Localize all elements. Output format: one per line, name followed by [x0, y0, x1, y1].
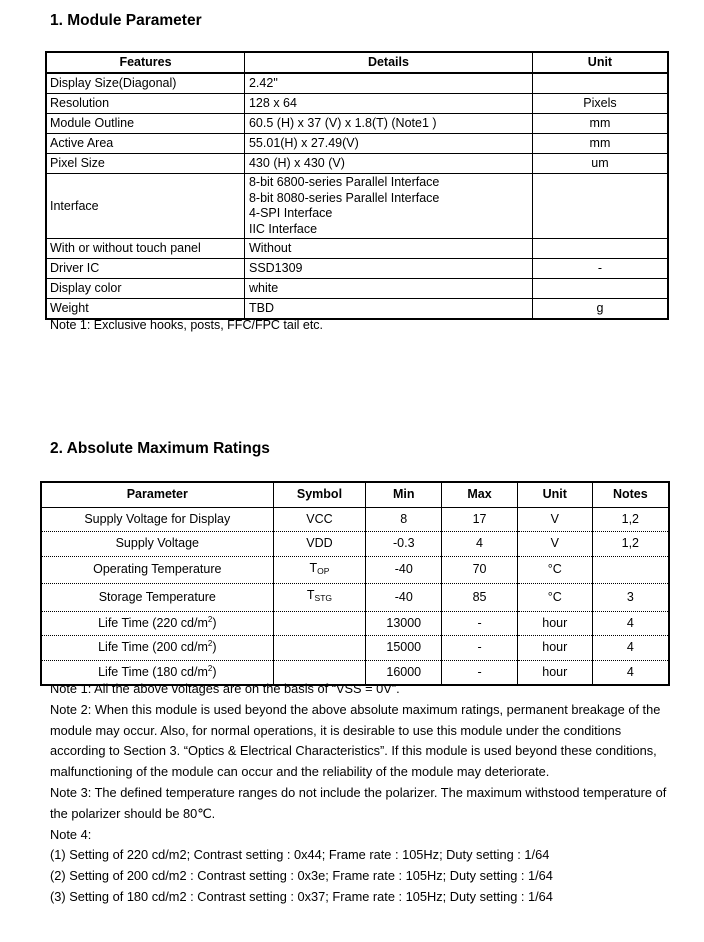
parameter-cell: [41, 636, 273, 661]
details-line: 55.01(H) x 27.49(V): [248, 136, 359, 150]
min-cell: 15000: [366, 636, 442, 661]
column-header-unit: Unit: [532, 52, 668, 73]
parameter-cell: [41, 507, 273, 532]
ratings-notes: [50, 679, 670, 908]
unit-cell: mm: [532, 134, 668, 154]
symbol-cell: [273, 556, 366, 584]
table-row: [46, 259, 668, 279]
min-cell: -40: [366, 584, 442, 612]
note-paragraph: Note 2: When this module is used beyond the above absolute maximum ratings, permanent breakage of the module may occur. Also, for normal operations, it is desirable to use this module under the conditions according to Section 3. “Optics & Electrical Characteristics”. If this module is used beyond these conditions, malfunctioning of the module can occur and the reliability of the module may deteriorate.: [50, 701, 661, 780]
column-header-details: Details: [244, 52, 532, 73]
parameter-cell: [41, 532, 273, 557]
symbol-subscript: STG: [314, 593, 333, 603]
column-header-min: Min: [366, 482, 442, 507]
parameter-text: Storage Temperature: [98, 589, 216, 604]
parameter-superscript: 2: [207, 663, 213, 673]
parameter-cell: [41, 556, 273, 584]
feature-cell: Display color: [46, 279, 244, 299]
unit-cell: [532, 73, 668, 94]
parameter-cell: [41, 584, 273, 612]
column-header-parameter: Parameter: [41, 482, 273, 507]
details-cell: [244, 174, 532, 239]
table-row: [46, 94, 668, 114]
details-line: white: [248, 281, 279, 295]
details-line: SSD1309: [248, 261, 303, 275]
symbol-text: T: [306, 588, 315, 602]
parameter-text-end: ): [212, 664, 217, 679]
min-cell: -0.3: [366, 532, 442, 557]
notes-cell: [592, 556, 669, 584]
unit-cell: Pixels: [532, 94, 668, 114]
details-line: 128 x 64: [248, 96, 297, 110]
details-cell: [244, 299, 532, 320]
module-parameter-heading: 1. Module Parameter: [50, 12, 202, 29]
max-cell: 17: [442, 507, 518, 532]
feature-cell: With or without touch panel: [46, 239, 244, 259]
max-cell: 4: [442, 532, 518, 557]
note-paragraph: (2) Setting of 200 cd/m2 : Contrast setting : 0x3e; Frame rate : 105Hz; Duty setting : 1/64: [50, 868, 553, 884]
parameter-text: Supply Voltage for Display: [84, 511, 231, 526]
unit-cell: °C: [517, 556, 592, 584]
table-row: [41, 636, 669, 661]
details-line: IIC Interface: [248, 221, 318, 236]
notes-cell: 4: [592, 611, 669, 636]
max-cell: 70: [442, 556, 518, 584]
table-row: [41, 556, 669, 584]
unit-cell: hour: [517, 660, 592, 685]
unit-cell: hour: [517, 636, 592, 661]
parameter-text-end: ): [212, 640, 217, 654]
unit-cell: V: [517, 507, 592, 532]
details-cell: [244, 154, 532, 174]
details-line: 430 (H) x 430 (V): [248, 156, 345, 170]
feature-cell: Display Size(Diagonal): [46, 73, 244, 94]
note-paragraph: (3) Setting of 180 cd/m2 : Contrast setting : 0x37; Frame rate : 105Hz; Duty setting : 1/64: [50, 888, 553, 904]
unit-cell: °C: [517, 584, 592, 612]
parameter-text: Life Time (180 cd/m: [98, 664, 208, 679]
unit-cell: um: [532, 154, 668, 174]
details-line: 4-SPI Interface: [248, 206, 333, 220]
max-cell: -: [442, 611, 518, 636]
details-line: 2.42": [248, 76, 278, 90]
details-cell: [244, 279, 532, 299]
parameter-text: Operating Temperature: [93, 562, 222, 576]
column-header-notes: Notes: [592, 482, 669, 507]
table-row: [46, 299, 668, 320]
details-cell: [244, 114, 532, 134]
unit-cell: V: [517, 532, 592, 557]
symbol-text: T: [309, 560, 318, 575]
table-row: [46, 239, 668, 259]
note-paragraph: Note 1: All the above voltages are on the basis of “VSS = 0V”.: [50, 681, 400, 696]
unit-cell: [532, 279, 668, 299]
parameter-text: Life Time (220 cd/m: [98, 615, 208, 630]
symbol-subscript: OP: [317, 565, 330, 576]
absolute-maximum-ratings-heading: 2. Absolute Maximum Ratings: [50, 440, 270, 457]
symbol-cell: [273, 507, 366, 532]
parameter-text: Supply Voltage: [115, 536, 199, 550]
table-row: [46, 134, 668, 154]
note-paragraph: (1) Setting of 220 cd/m2; Contrast setting : 0x44; Frame rate : 105Hz; Duty setting : 1/64: [50, 847, 550, 863]
notes-cell: 4: [592, 636, 669, 661]
details-line: 8-bit 6800-series Parallel Interface: [248, 175, 440, 189]
details-cell: [244, 239, 532, 259]
max-cell: 85: [442, 584, 518, 612]
table-row: [41, 611, 669, 636]
symbol-cell: [273, 636, 366, 661]
notes-cell: 1,2: [592, 507, 669, 532]
details-line: TBD: [248, 301, 274, 315]
feature-cell: Pixel Size: [46, 154, 244, 174]
table-row: [41, 507, 669, 532]
unit-cell: -: [532, 259, 668, 279]
parameter-text: Life Time (200 cd/m: [98, 640, 208, 654]
symbol-cell: [273, 584, 366, 612]
unit-cell: hour: [517, 611, 592, 636]
table-row: [41, 584, 669, 612]
details-cell: [244, 259, 532, 279]
symbol-text: VCC: [306, 511, 333, 526]
notes-cell: 1,2: [592, 532, 669, 557]
parameter-superscript: 2: [207, 639, 213, 648]
symbol-text: VDD: [306, 536, 333, 550]
min-cell: 8: [366, 507, 442, 532]
table-row: [41, 532, 669, 557]
symbol-cell: [273, 532, 366, 557]
details-line: 8-bit 8080-series Parallel Interface: [248, 190, 440, 205]
details-cell: [244, 94, 532, 114]
min-cell: 13000: [366, 611, 442, 636]
min-cell: 16000: [366, 660, 442, 685]
notes-cell: 4: [592, 660, 669, 685]
parameter-cell: [41, 611, 273, 636]
module-parameter-note: Note 1: Exclusive hooks, posts, FFC/FPC tail etc.: [50, 318, 324, 332]
notes-cell: 3: [592, 584, 669, 612]
note-paragraph: Note 3: The defined temperature ranges do not include the polarizer. The maximum withstood temperature of the polarizer should be 80℃.: [50, 784, 667, 821]
unit-cell: mm: [532, 114, 668, 134]
feature-cell: Active Area: [46, 134, 244, 154]
table-header-row: [41, 482, 669, 507]
max-cell: -: [442, 660, 518, 685]
feature-cell: Weight: [46, 299, 244, 320]
column-header-unit: Unit: [517, 482, 592, 507]
symbol-cell: [273, 611, 366, 636]
absolute-maximum-ratings-table: [40, 481, 670, 686]
feature-cell: Interface: [46, 174, 244, 239]
table-row: [46, 73, 668, 94]
column-header-features: Features: [46, 52, 244, 73]
note-paragraph: Note 4:: [50, 826, 92, 842]
details-line: Without: [248, 241, 292, 255]
table-row: [46, 154, 668, 174]
module-parameter-table: [45, 51, 669, 320]
details-cell: [244, 73, 532, 94]
parameter-superscript: 2: [207, 614, 213, 624]
unit-cell: g: [532, 299, 668, 320]
parameter-text-end: ): [212, 615, 217, 630]
feature-cell: Resolution: [46, 94, 244, 114]
table-header-row: [46, 52, 668, 73]
feature-cell: Module Outline: [46, 114, 244, 134]
table-row: [46, 279, 668, 299]
column-header-max: Max: [442, 482, 518, 507]
table-row: [46, 114, 668, 134]
unit-cell: [532, 239, 668, 259]
details-line: 60.5 (H) x 37 (V) x 1.8(T) (Note1 ): [248, 116, 437, 130]
feature-cell: Driver IC: [46, 259, 244, 279]
unit-cell: [532, 174, 668, 239]
details-cell: [244, 134, 532, 154]
table-row: [46, 174, 668, 239]
min-cell: -40: [366, 556, 442, 584]
max-cell: -: [442, 636, 518, 661]
column-header-symbol: Symbol: [273, 482, 366, 507]
